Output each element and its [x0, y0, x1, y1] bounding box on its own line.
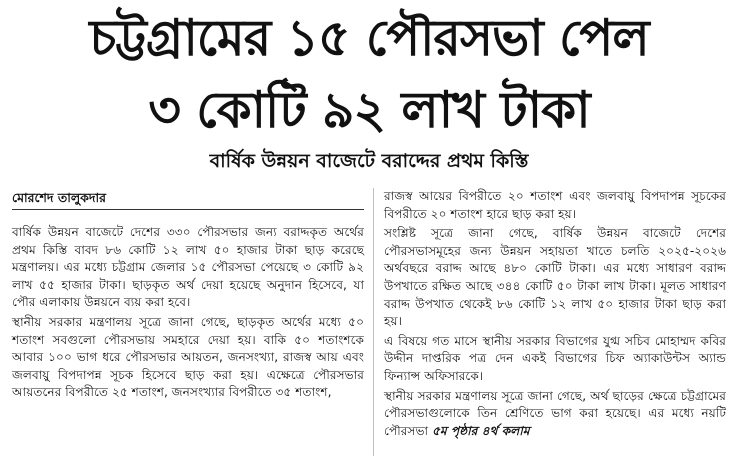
article-column-left [12, 188, 364, 404]
article-paragraph: সংশ্লিষ্ট সূত্রে জানা গেছে, বার্ষিক উন্নয়ন বাজেটে দেশের পৌরসভাসমূহের জন্য উন্নয়ন সহায়তা খাতে চলতি ২০২৫-২০২৬ অর্থবছরে বরাদ্দ আছে ৪৮০ কোটি টাকা। এর মধ্যে সাধারণ বরাদ্দ উপখাতে রক্ষিত আছে ৩৪৪ কোটি ৫০ টাকা লাখ টাকা। মূলত সাধারণ বরাদ্দ উপখাত থেকেই ৮৬ কোটি ১২ লাখ ৫০ হাজার টাকা ছাড় করা হয়। [384, 226, 726, 329]
article-paragraph: বার্ষিক উন্নয়ন বাজেটে দেশের ৩৩০ পৌরসভার জন্য বরাদ্দকৃত অর্থের প্রথম কিস্তি বাবদ ৮৬ কোটি ১২ লাখ ৫০ হাজার টাকা ছাড় করেছে মন্ত্রণালয়। এর মধ্যে চট্টগ্রাম জেলার ১৫ পৌরসভা পেয়েছে ৩ কোটি ৯২ লাখ ৫৫ হাজার টাকা। ছাড়কৃত অর্থ দেয়া হয়েছে অনুদান হিসেবে, যা পৌর এলাকায় উন্নয়নে ব্যয় করা হবে। [12, 225, 364, 310]
article-paragraph: এ বিষয়ে গত মাসে স্থানীয় সরকার বিভাগের যুগ্ম সচিব মোহাম্মদ কবির উদ্দীন দাপ্তরিক পত্র দেন একই বিভাগের চিফ অ্যাকাউন্টস অ্যান্ড ফিন্যান্স অফিসারকে। [384, 333, 726, 383]
subheadline: বার্ষিক উন্নয়ন বাজেটে বরাদ্দের প্রথম কিস্তি [209, 150, 529, 172]
article-paragraph: রাজস্ব আয়ের বিপরীতে ২০ শতাংশ এবং জলবায়ু বিপদাপন্ন সূচকের বিপরীতে ২০ শতাংশ হারে ছাড় করা হয়। [384, 189, 726, 221]
article-column-right [384, 188, 726, 442]
continuation-link[interactable]: ৫ম পৃষ্ঠার ৪র্থ কলাম [431, 423, 530, 438]
article-paragraph: স্থানীয় সরকার মন্ত্রণালয় সূত্রে জানা গেছে, ছাড়কৃত অর্থের মধ্যে ৫০ শতাংশ সবগুলো পৌরসভায় সমহারে দেয়া হয়। বাকি ৫০ শতাংশকে আবার ১০০ ভাগ ধরে পৌরসভার আয়তন, জনসংখ্যা, রাজস্ব আয় এবং জলবায়ু বিপদাপন্ন সূচক হিসেবে ছাড় করা হয়। এক্ষেত্রে পৌরসভার আয়তনের বিপরীতে ২৫ শতাংশ, জনসংখ্যার বিপরীতে ৩৫ শতাংশ, [12, 314, 364, 400]
headline-line-1: চট্টগ্রামের ১৫ পৌরসভা পেল [89, 9, 649, 67]
byline: মোরশেদ তালুকদার [12, 188, 364, 210]
article-paragraph-text: স্থানীয় সরকার মন্ত্রণালয় সূত্রে জানা গেছে, অর্থ ছাড়ের ক্ষেত্রে চট্টগ্রামের পৌরসভাগুলোকে তিন শ্রেণিতে ভাগ করা হয়েছে। এর মধ্যে নয়টি পৌরসভা [384, 388, 726, 438]
headline-line-2: ৩ কোটি ৯২ লাখ টাকা [148, 81, 590, 139]
column-divider [373, 188, 374, 456]
article-paragraph-last [384, 388, 726, 441]
